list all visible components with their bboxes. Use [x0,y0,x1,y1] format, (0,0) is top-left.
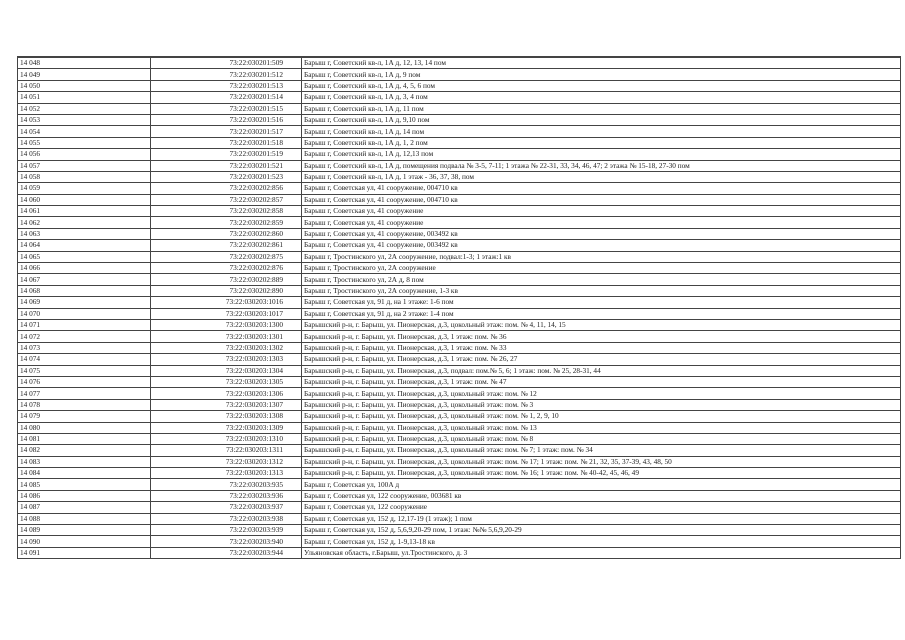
row-number-cell: 14 052 [18,103,151,114]
table-row [18,468,901,479]
address-cell: Барышский р-н, г. Барыш, ул. Пионерская, д.3, цокольный этаж: пом. № 4, 11, 14, 15 [302,319,901,330]
table-row [18,388,901,399]
table-row [18,376,901,387]
table-row [18,445,901,456]
row-number-cell: 14 082 [18,445,151,456]
cadastral-number-cell: 73:22:030203:1310 [151,433,302,444]
row-number-cell: 14 089 [18,525,151,536]
cadastral-number-cell: 73:22:030203:938 [151,513,302,524]
table-row [18,217,901,228]
row-number-cell: 14 055 [18,137,151,148]
address-cell: Барышский р-н, г. Барыш, ул. Пионерская, д.3, цокольный этаж: пом. № 12 [302,388,901,399]
address-cell: Барыш г, Советская ул, 91 д, на 2 этаже: 1-4 пом [302,308,901,319]
cadastral-number-cell: 73:22:030203:1309 [151,422,302,433]
row-number-cell: 14 071 [18,319,151,330]
cadastral-number-cell: 73:22:030201:514 [151,92,302,103]
row-number-cell: 14 054 [18,126,151,137]
cadastral-number-cell: 73:22:030202:859 [151,217,302,228]
table-row [18,525,901,536]
address-cell: Барыш г, Советская ул, 152 д, 12,17-19 (1 этаж); 1 пом [302,513,901,524]
address-cell: Барышский р-н, г. Барыш, ул. Пионерская, д.3, цокольный этаж: пом. № 16; 1 этаж: пом. № 40-42, 45, 46, 49 [302,468,901,479]
cadastral-number-cell: 73:22:030201:523 [151,171,302,182]
address-cell: Барыш г, Советский кв-л, 1А д, 11 пом [302,103,901,114]
address-cell: Барыш г, Советский кв-л, 1А д, помещения подвала № 3-5, 7-11; 1 этажа № 22-31, 33, 34, 46, 47; 2 этажа № 15-18, 27-30 пом [302,160,901,171]
row-number-cell: 14 066 [18,263,151,274]
table-row [18,422,901,433]
row-number-cell: 14 080 [18,422,151,433]
table-row [18,297,901,308]
cadastral-number-cell: 73:22:030201:509 [151,57,302,69]
cadastral-number-cell: 73:22:030203:1017 [151,308,302,319]
cadastral-number-cell: 73:22:030202:890 [151,285,302,296]
table-row [18,57,901,69]
address-cell: Барышский р-н, г. Барыш, ул. Пионерская, д.3, цокольный этаж: пом. № 7; 1 этаж: пом. № 34 [302,445,901,456]
cadastral-number-cell: 73:22:030201:515 [151,103,302,114]
table-row [18,399,901,410]
table-row [18,194,901,205]
cadastral-number-cell: 73:22:030201:519 [151,149,302,160]
cadastral-number-cell: 73:22:030202:856 [151,183,302,194]
table-row [18,149,901,160]
cadastral-number-cell: 73:22:030203:1311 [151,445,302,456]
address-cell: Барышский р-н, г. Барыш, ул. Пионерская, д.3, цокольный этаж: пом. № 1, 2, 9, 10 [302,411,901,422]
row-number-cell: 14 050 [18,80,151,91]
table-row [18,137,901,148]
address-cell: Барыш г, Советская ул, 100А д [302,479,901,490]
row-number-cell: 14 056 [18,149,151,160]
address-cell: Барыш г, Советский кв-л, 1А д, 1 этаж - 36, 37, 38, пом [302,171,901,182]
cadastral-number-cell: 73:22:030203:1302 [151,342,302,353]
table-row [18,126,901,137]
row-number-cell: 14 088 [18,513,151,524]
table-row [18,206,901,217]
address-cell: Барышский р-н, г. Барыш, ул. Пионерская, д.3, цокольный этаж: пом. № 8 [302,433,901,444]
cadastral-number-cell: 73:22:030203:1312 [151,456,302,467]
address-cell: Барыш г, Советский кв-л, 1А д, 9,10 пом [302,114,901,125]
cadastral-number-cell: 73:22:030203:939 [151,525,302,536]
row-number-cell: 14 081 [18,433,151,444]
cadastral-number-cell: 73:22:030202:861 [151,240,302,251]
row-number-cell: 14 090 [18,536,151,547]
row-number-cell: 14 067 [18,274,151,285]
cadastral-number-cell: 73:22:030201:513 [151,80,302,91]
table-row [18,502,901,513]
row-number-cell: 14 061 [18,206,151,217]
table-row [18,354,901,365]
address-cell: Барыш г, Советская ул, 122 сооружение, 003681 кв [302,490,901,501]
cadastral-number-cell: 73:22:030201:516 [151,114,302,125]
row-number-cell: 14 091 [18,547,151,558]
row-number-cell: 14 076 [18,376,151,387]
table-row [18,183,901,194]
table-row [18,228,901,239]
table-row [18,171,901,182]
table-row [18,92,901,103]
address-cell: Барыш г, Советская ул, 41 сооружение, 004710 кв [302,183,901,194]
row-number-cell: 14 064 [18,240,151,251]
table-row [18,160,901,171]
cadastral-number-cell: 73:22:030203:937 [151,502,302,513]
row-number-cell: 14 065 [18,251,151,262]
table-row [18,433,901,444]
cadastral-number-cell: 73:22:030203:935 [151,479,302,490]
row-number-cell: 14 049 [18,69,151,80]
table-row [18,274,901,285]
address-cell: Барыш г, Советский кв-л, 1А д, 3, 4 пом [302,92,901,103]
table-row [18,114,901,125]
cadastral-number-cell: 73:22:030203:1303 [151,354,302,365]
cadastral-number-cell: 73:22:030203:1300 [151,319,302,330]
address-cell: Барышский р-н, г. Барыш, ул. Пионерская, д.3, подвал: пом.№ 5, 6; 1 этаж: пом. № 25, 28-31, 44 [302,365,901,376]
cadastral-number-cell: 73:22:030203:1304 [151,365,302,376]
table-row [18,69,901,80]
row-number-cell: 14 060 [18,194,151,205]
row-number-cell: 14 079 [18,411,151,422]
address-cell: Барышский р-н, г. Барыш, ул. Пионерская, д.3, 1 этаж: пом. № 33 [302,342,901,353]
table-row [18,240,901,251]
address-cell: Барыш г, Советская ул, 41 сооружение [302,206,901,217]
address-cell: Барыш г, Советский кв-л, 1А д, 4, 5, 6 пом [302,80,901,91]
cadastral-number-cell: 73:22:030202:875 [151,251,302,262]
cadastral-number-cell: 73:22:030203:1305 [151,376,302,387]
table-row [18,479,901,490]
cadastral-number-cell: 73:22:030203:1308 [151,411,302,422]
cadastral-number-cell: 73:22:030203:1313 [151,468,302,479]
address-cell: Барыш г, Советский кв-л, 1А д, 9 пом [302,69,901,80]
cadastral-number-cell: 73:22:030201:512 [151,69,302,80]
table-row [18,103,901,114]
cadastral-number-cell: 73:22:030202:876 [151,263,302,274]
cadastral-number-cell: 73:22:030202:860 [151,228,302,239]
address-cell: Барыш г, Советская ул, 41 сооружение [302,217,901,228]
row-number-cell: 14 070 [18,308,151,319]
address-cell: Барыш г, Советская ул, 41 сооружение, 003492 кв [302,240,901,251]
address-cell: Барыш г, Советский кв-л, 1А д, 1, 2 пом [302,137,901,148]
cadastral-number-cell: 73:22:030203:1016 [151,297,302,308]
table-row [18,342,901,353]
property-register-table [17,56,901,559]
address-cell: Барыш г, Советский кв-л, 1А д, 12, 13, 14 пом [302,57,901,69]
cadastral-number-cell: 73:22:030201:517 [151,126,302,137]
cadastral-number-cell: 73:22:030202:858 [151,206,302,217]
row-number-cell: 14 072 [18,331,151,342]
row-number-cell: 14 073 [18,342,151,353]
row-number-cell: 14 059 [18,183,151,194]
table-row [18,251,901,262]
table-row [18,490,901,501]
cadastral-number-cell: 73:22:030203:936 [151,490,302,501]
address-cell: Барышский р-н, г. Барыш, ул. Пионерская, д.3, 1 этаж: пом. № 26, 27 [302,354,901,365]
address-cell: Барышский р-н, г. Барыш, ул. Пионерская, д.3, 1 этаж: пом. № 47 [302,376,901,387]
cadastral-number-cell: 73:22:030203:940 [151,536,302,547]
address-cell: Барыш г, Советская ул, 41 сооружение, 004710 кв [302,194,901,205]
address-cell: Барыш г, Советская ул, 152 д, 5,6,9,20-29 пом, 1 этаж: №№ 5,6,9,20-29 [302,525,901,536]
table-row [18,263,901,274]
address-cell: Барышский р-н, г. Барыш, ул. Пионерская, д.3, цокольный этаж: пом. № 17; 1 этаж: пом. № 21, 32, 35, 37-39, 43, 48, 50 [302,456,901,467]
address-cell: Барыш г, Советская ул, 91 д, на 1 этаже: 1-6 пом [302,297,901,308]
address-cell: Барыш г, Советский кв-л, 1А д, 14 пом [302,126,901,137]
address-cell: Барышский р-н, г. Барыш, ул. Пионерская, д.3, цокольный этаж: пом. № 3 [302,399,901,410]
cadastral-number-cell: 73:22:030203:1307 [151,399,302,410]
address-cell: Барыш г, Тростинского ул, 2А сооружение, 1-3 кв [302,285,901,296]
row-number-cell: 14 087 [18,502,151,513]
row-number-cell: 14 078 [18,399,151,410]
cadastral-number-cell: 73:22:030203:944 [151,547,302,558]
row-number-cell: 14 069 [18,297,151,308]
address-cell: Барыш г, Советская ул, 122 сооружение [302,502,901,513]
address-cell: Ульяновская область, г.Барыш, ул.Тростинского, д. 3 [302,547,901,558]
address-cell: Барыш г, Тростинского ул, 2А сооружение, подвал:1-3; 1 этаж:1 кв [302,251,901,262]
row-number-cell: 14 083 [18,456,151,467]
row-number-cell: 14 062 [18,217,151,228]
row-number-cell: 14 086 [18,490,151,501]
address-cell: Барышский р-н, г. Барыш, ул. Пионерская, д.3, 1 этаж: пом. № 36 [302,331,901,342]
table-row [18,308,901,319]
table-row [18,547,901,558]
cadastral-number-cell: 73:22:030203:1301 [151,331,302,342]
table-row [18,456,901,467]
address-cell: Барышский р-н, г. Барыш, ул. Пионерская, д.3, цокольный этаж: пом. № 13 [302,422,901,433]
address-cell: Барыш г, Советская ул, 152 д, 1-9,13-18 кв [302,536,901,547]
row-number-cell: 14 063 [18,228,151,239]
address-cell: Барыш г, Тростинского ул, 2А д, 8 пом [302,274,901,285]
row-number-cell: 14 051 [18,92,151,103]
table-row [18,80,901,91]
cadastral-number-cell: 73:22:030202:889 [151,274,302,285]
row-number-cell: 14 048 [18,57,151,69]
row-number-cell: 14 075 [18,365,151,376]
address-cell: Барыш г, Советский кв-л, 1А д, 12,13 пом [302,149,901,160]
row-number-cell: 14 085 [18,479,151,490]
table-row [18,285,901,296]
table-row [18,319,901,330]
row-number-cell: 14 058 [18,171,151,182]
cadastral-number-cell: 73:22:030202:857 [151,194,302,205]
table-row [18,536,901,547]
cadastral-number-cell: 73:22:030201:521 [151,160,302,171]
row-number-cell: 14 057 [18,160,151,171]
row-number-cell: 14 074 [18,354,151,365]
address-cell: Барыш г, Советская ул, 41 сооружение, 003492 кв [302,228,901,239]
table-body [18,57,901,559]
row-number-cell: 14 068 [18,285,151,296]
table-row [18,411,901,422]
address-cell: Барыш г, Тростинского ул, 2А сооружение [302,263,901,274]
table-row [18,513,901,524]
row-number-cell: 14 053 [18,114,151,125]
cadastral-number-cell: 73:22:030203:1306 [151,388,302,399]
table-row [18,365,901,376]
table-row [18,331,901,342]
row-number-cell: 14 077 [18,388,151,399]
row-number-cell: 14 084 [18,468,151,479]
cadastral-number-cell: 73:22:030201:518 [151,137,302,148]
